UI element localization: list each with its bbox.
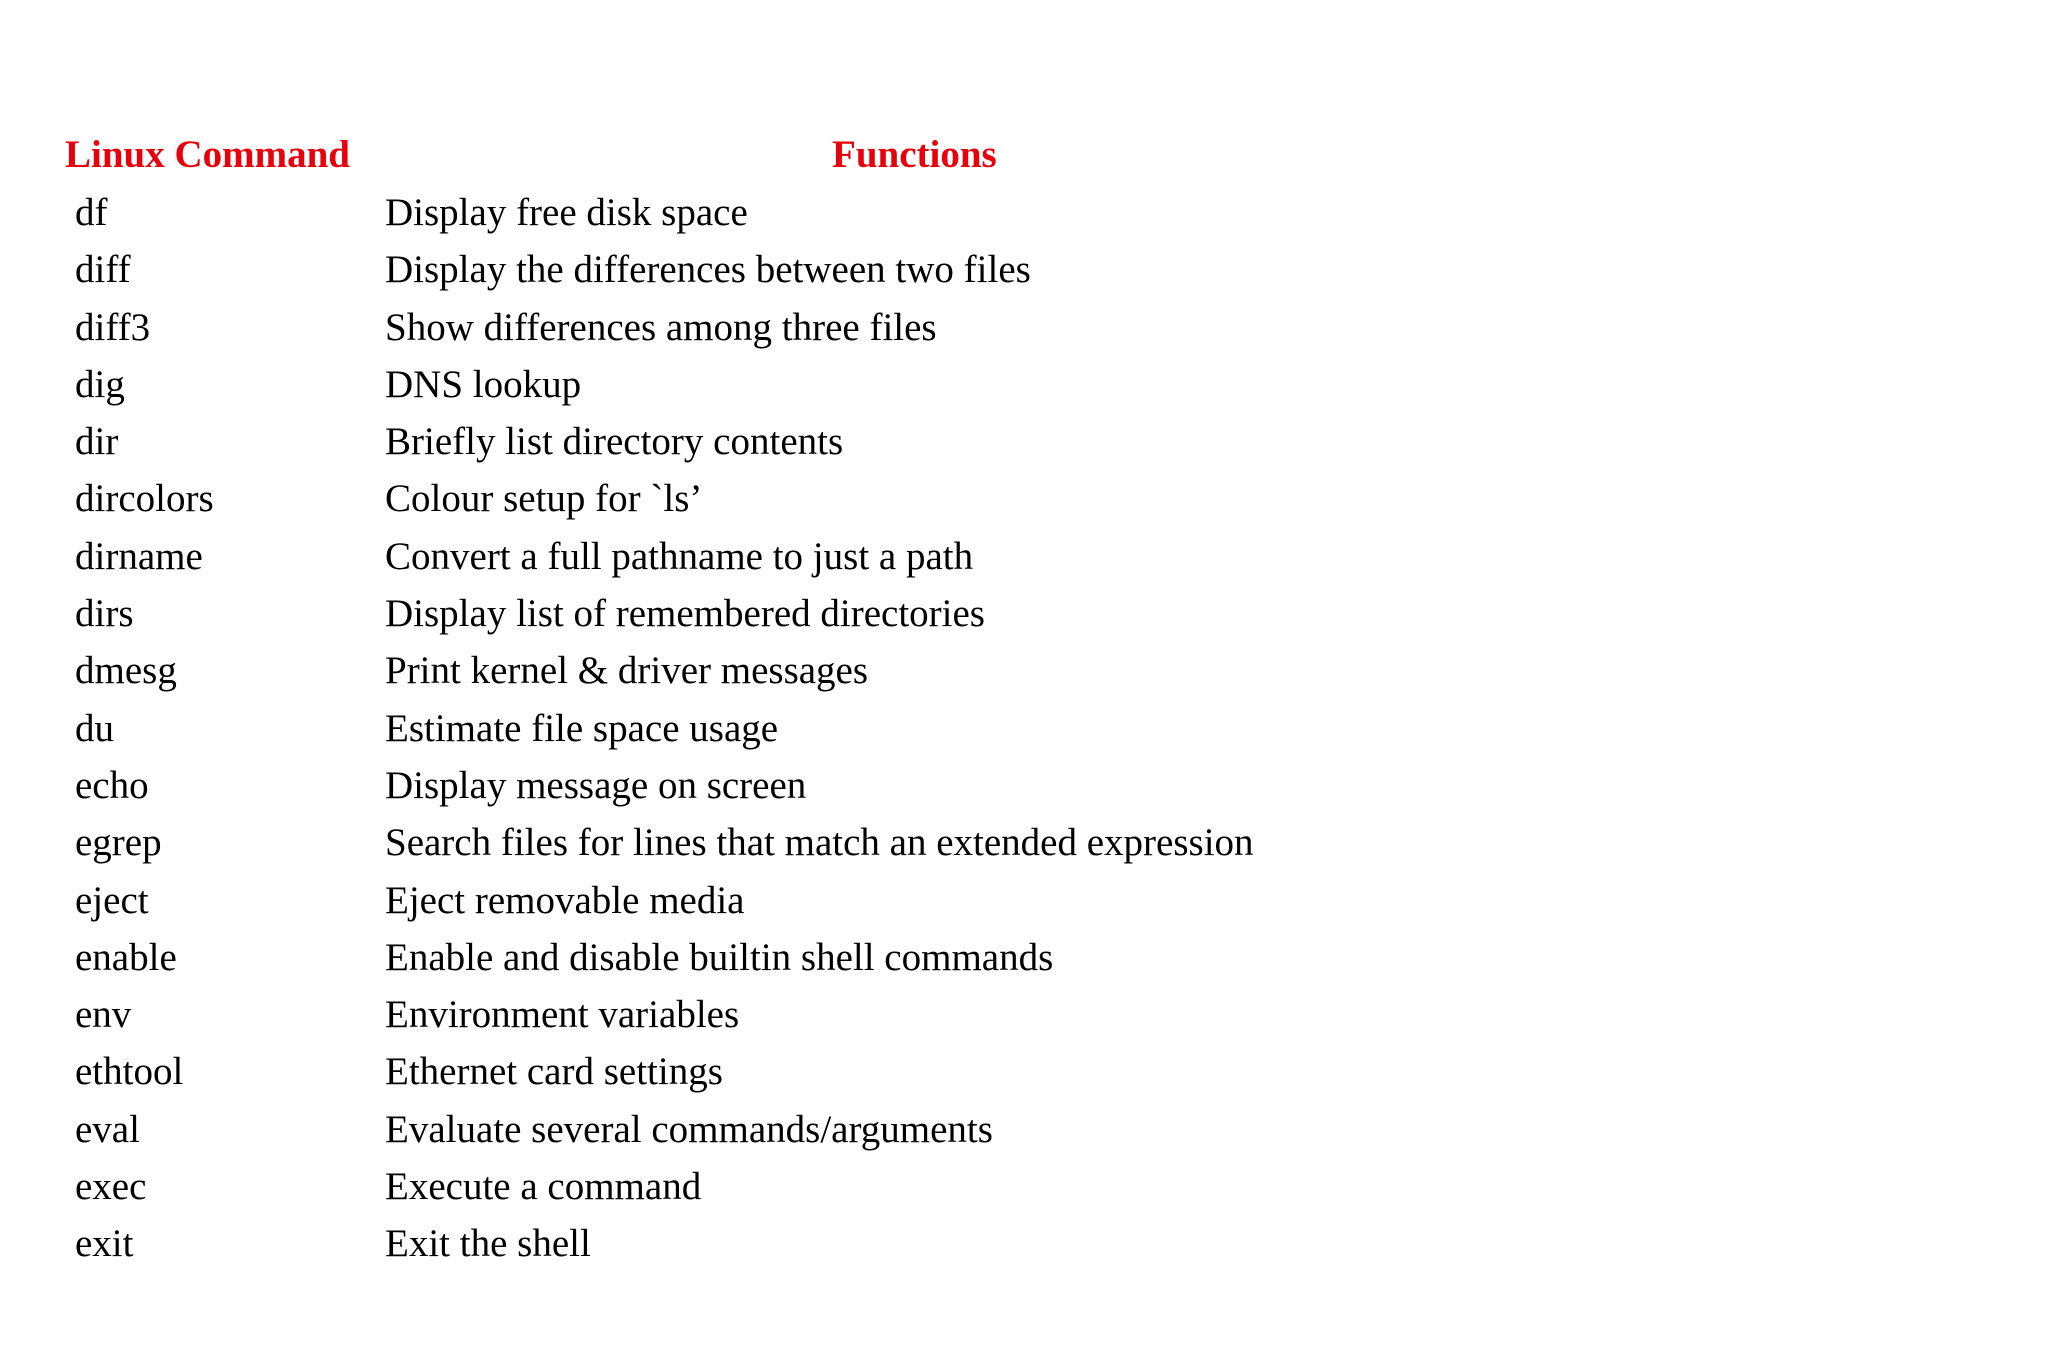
command-name: ethtool xyxy=(75,1050,184,1094)
table-row xyxy=(0,585,2048,642)
command-function: Display free disk space xyxy=(385,191,748,234)
command-name: dirs xyxy=(75,592,134,636)
command-name: egrep xyxy=(75,821,162,865)
command-function: Colour setup for `ls’ xyxy=(385,477,703,521)
command-function: Display message on screen xyxy=(385,763,807,807)
command-name: echo xyxy=(75,763,149,807)
command-function: Print kernel & driver messages xyxy=(385,649,869,693)
command-name: df xyxy=(75,191,108,234)
table-row xyxy=(0,642,2048,699)
command-name: eject xyxy=(75,878,149,922)
table-row xyxy=(0,700,2048,757)
command-function: Show differences among three files xyxy=(385,305,937,349)
command-name: dig xyxy=(75,362,125,406)
command-function: Estimate file space usage xyxy=(385,706,779,750)
table-row xyxy=(0,528,2048,585)
command-function: Display list of remembered directories xyxy=(385,592,985,636)
command-function: DNS lookup xyxy=(385,362,582,406)
table-row xyxy=(0,929,2048,986)
command-function: Ethernet card settings xyxy=(385,1050,723,1094)
table-row xyxy=(0,184,2048,241)
table-row xyxy=(0,1101,2048,1158)
command-function: Convert a full pathname to just a path xyxy=(385,534,974,578)
table-row xyxy=(0,814,2048,871)
table-row xyxy=(0,1043,2048,1100)
command-name: eval xyxy=(75,1107,140,1151)
command-name: diff xyxy=(75,248,131,292)
command-function: Eject removable media xyxy=(385,878,745,922)
command-name: enable xyxy=(75,935,177,979)
command-name: du xyxy=(75,706,114,750)
table-row xyxy=(0,757,2048,814)
table-row xyxy=(0,299,2048,356)
table-row xyxy=(0,241,2048,298)
command-name: env xyxy=(75,993,132,1037)
command-function: Display the differences between two files xyxy=(385,248,1031,292)
table-row xyxy=(0,1158,2048,1215)
command-name: exec xyxy=(75,1165,147,1209)
command-function: Exit the shell xyxy=(385,1222,591,1266)
command-function: Environment variables xyxy=(385,993,740,1037)
command-function: Execute a command xyxy=(385,1165,702,1209)
command-function: Search files for lines that match an extended expression xyxy=(385,821,1254,865)
header-functions: Functions xyxy=(832,133,997,176)
table-row xyxy=(0,986,2048,1043)
command-name: dir xyxy=(75,420,119,464)
command-function: Evaluate several commands/arguments xyxy=(385,1107,993,1151)
command-table xyxy=(0,184,2048,1273)
header-linux-command: Linux Command xyxy=(65,133,350,176)
table-row xyxy=(0,1215,2048,1272)
command-function: Enable and disable builtin shell commands xyxy=(385,935,1054,979)
command-name: exit xyxy=(75,1222,134,1266)
table-row xyxy=(0,872,2048,929)
command-name: dircolors xyxy=(75,477,214,521)
command-name: diff3 xyxy=(75,305,151,349)
command-name: dmesg xyxy=(75,649,177,693)
table-row xyxy=(0,470,2048,527)
command-name: dirname xyxy=(75,534,203,578)
table-row xyxy=(0,413,2048,470)
command-function: Briefly list directory contents xyxy=(385,420,844,464)
table-row xyxy=(0,356,2048,413)
